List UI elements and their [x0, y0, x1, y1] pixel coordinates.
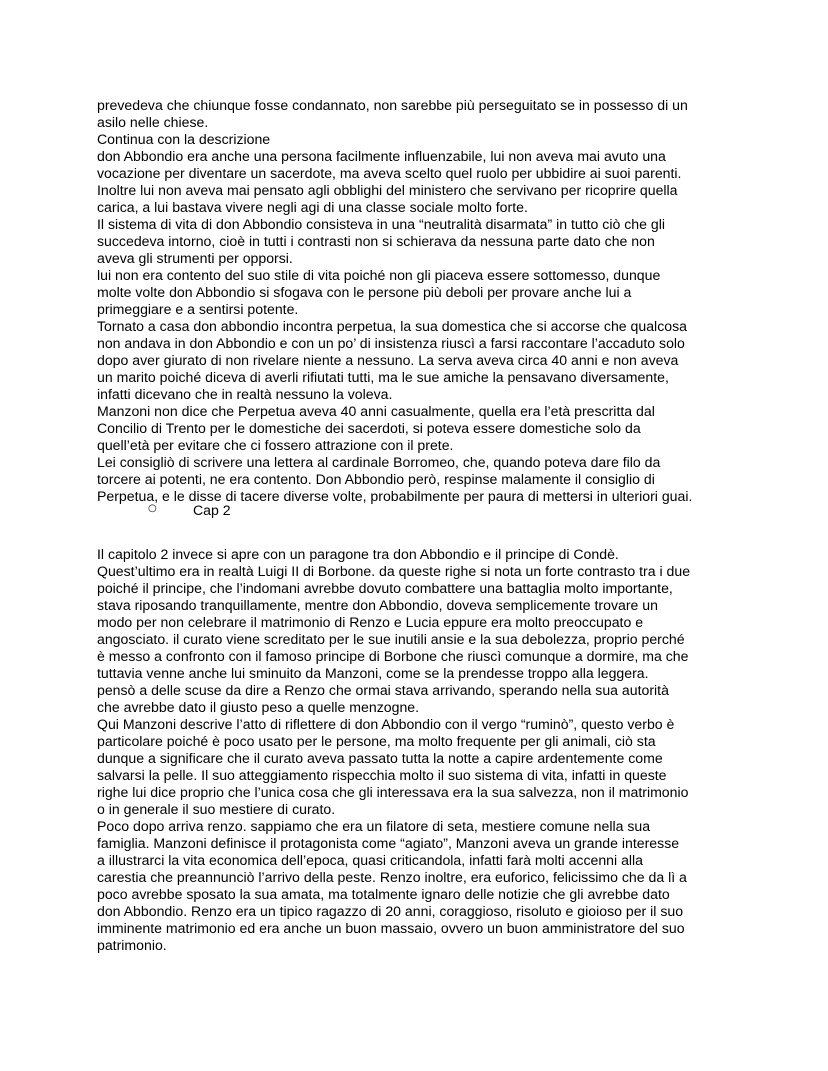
- text-line: poco avrebbe sposato la sua amata, ma totalmente ignaro delle notizie che gli avrebbe dato: [97, 886, 670, 902]
- text-line: pensò a delle scuse da dire a Renzo che ormai stava arrivando, sperando nella sua autorità: [97, 682, 669, 698]
- text-block-chapter-1: [97, 97, 737, 505]
- text-line: Qui Manzoni descrive l’atto di riflettere di don Abbondio con il vergo “ruminò”, questo verbo è: [97, 716, 675, 732]
- text-line: infatti dicevano che in realtà nessuno la voleva.: [97, 386, 393, 402]
- text-line: Perpetua, e le disse di tacere diverse volte, probabilmente per paura di mettersi in ulteriori guai.: [97, 488, 693, 504]
- text-block-chapter-2: [97, 546, 737, 954]
- text-line: quell’età per evitare che ci fossero attrazione con il prete.: [97, 437, 454, 453]
- text-line: Il capitolo 2 invece si apre con un paragone tra don Abbondio e il principe di Condè.: [97, 546, 619, 562]
- text-line: tuttavia venne anche lui sminuito da Manzoni, come se la prendesse troppo alla leggera.: [97, 665, 649, 681]
- text-line: un marito poiché diceva di averli rifiutati tutti, ma le sue amiche la pensavano diversamente,: [97, 369, 669, 385]
- text-line: carica, a lui bastava vivere negli agi di una classe sociale molto forte.: [97, 199, 528, 215]
- text-line: molte volte don Abbondio si sfogava con le persone più deboli per provare anche lui a: [97, 284, 632, 300]
- text-line: torcere ai potenti, ne era contento. Don Abbondio però, respinse malamente il consiglio di: [97, 471, 655, 487]
- text-line: Concilio di Trento per le domestiche dei sacerdoti, si poteva essere domestiche solo da: [97, 420, 641, 436]
- text-line: è messo a confronto con il famoso principe di Borbone che riuscì comunque a dormire, ma che: [97, 648, 689, 664]
- text-line: asilo nelle chiese.: [97, 114, 209, 130]
- text-line: don Abbondio. Renzo era un tipico ragazzo di 20 anni, coraggioso, risoluto e gioioso per il suo: [97, 903, 684, 919]
- text-line: primeggiare e a sentirsi potente.: [97, 301, 299, 317]
- text-line: o in generale il suo mestiere di curato.: [97, 801, 336, 817]
- text-line: don Abbondio era anche una persona facilmente influenzabile, lui non aveva mai avuto una: [97, 148, 666, 164]
- text-line: stava riposando tranquillamente, mentre don Abbondio, doveva semplicemente trovare un: [97, 597, 658, 613]
- text-line: Manzoni non dice che Perpetua aveva 40 anni casualmente, quella era l’età prescritta dal: [97, 403, 655, 419]
- text-line: famiglia. Manzoni definisce il protagonista come “agiato”, Manzoni aveva un grande interesse: [97, 835, 680, 851]
- text-line: Lei consigliò di scrivere una lettera al cardinale Borromeo, che, quando poteva dare filo da: [97, 454, 661, 470]
- text-line: non andava in don Abbondio e con un po’ di insistenza riuscì a farsi raccontare l’accaduto solo: [97, 335, 685, 351]
- text-line: imminente matrimonio ed era anche un buon massaio, ovvero un buon amministratore del suo: [97, 920, 685, 936]
- section-heading: Cap 2: [193, 502, 231, 518]
- text-line: Tornato a casa don abbondio incontra perpetua, la sua domestica che si accorse che qualcosa: [97, 318, 687, 334]
- text-line: carestia che preannunciò l’arrivo della peste. Renzo inoltre, era euforico, felicissimo che da lì a: [97, 869, 687, 885]
- text-line: Il sistema di vita di don Abbondio consisteva in una “neutralità disarmata” in tutto ciò che gli: [97, 216, 665, 232]
- text-line: Inoltre lui non aveva mai pensato agli obblighi del ministero che servivano per ricoprire quella: [97, 182, 678, 198]
- text-line: modo per non celebrare il matrimonio di Renzo e Lucia eppure era molto preoccupato e: [97, 614, 644, 630]
- text-line: dunque a significare che il curato aveva passato tutta la notte a capire ardentemente come: [97, 750, 663, 766]
- text-line: a illustrarci la vita economica dell’epoca, quasi criticandola, infatti farà molti accenni alla: [97, 852, 644, 868]
- text-line: dopo aver giurato di non rivelare niente a nessuno. La serva aveva circa 40 anni e non aveva: [97, 352, 679, 368]
- text-line: angosciato. il curato viene screditato per le sue inutili ansie e la sua debolezza, proprio perché: [97, 631, 685, 647]
- text-line: prevedeva che chiunque fosse condannato, non sarebbe più perseguitato se in possesso di un: [97, 97, 688, 113]
- text-line: particolare poiché è poco usato per le persone, ma molto frequente per gli animali, ciò sta: [97, 733, 656, 749]
- text-line: righe lui dice proprio che l’unica cosa che gli interessava era la sua salvezza, non il matrimonio: [97, 784, 689, 800]
- text-line: che avrebbe dato il giusto peso a quelle menzogne.: [97, 699, 420, 715]
- text-line: salvarsi la pelle. Il suo atteggiamento rispecchia molto il suo sistema di vita, infatti in queste: [97, 767, 667, 783]
- text-line: Poco dopo arriva renzo. sappiamo che era un filatore di seta, mestiere comune nella sua: [97, 818, 651, 834]
- text-line: Quest’ultimo era in realtà Luigi II di Borbone. da queste righe si nota un forte contrasto tra i due: [97, 563, 691, 579]
- text-line: succedeva intorno, cioè in tutti i contrasti non si schierava da nessuna parte dato che non: [97, 233, 655, 249]
- text-line: vocazione per diventare un sacerdote, ma aveva scelto quel ruolo per ubbidire ai suoi parenti.: [97, 165, 682, 181]
- text-line: Continua con la descrizione: [97, 131, 271, 147]
- text-line: patrimonio.: [97, 937, 167, 953]
- text-line: poiché il principe, che l’indomani avrebbe dovuto combattere una battaglia molto importante,: [97, 580, 673, 596]
- text-line: aveva gli strumenti per opporsi.: [97, 250, 293, 266]
- text-line: lui non era contento del suo stile di vita poiché non gli piaceva essere sottomesso, dunque: [97, 267, 661, 283]
- section-bullet: ○: [148, 503, 157, 514]
